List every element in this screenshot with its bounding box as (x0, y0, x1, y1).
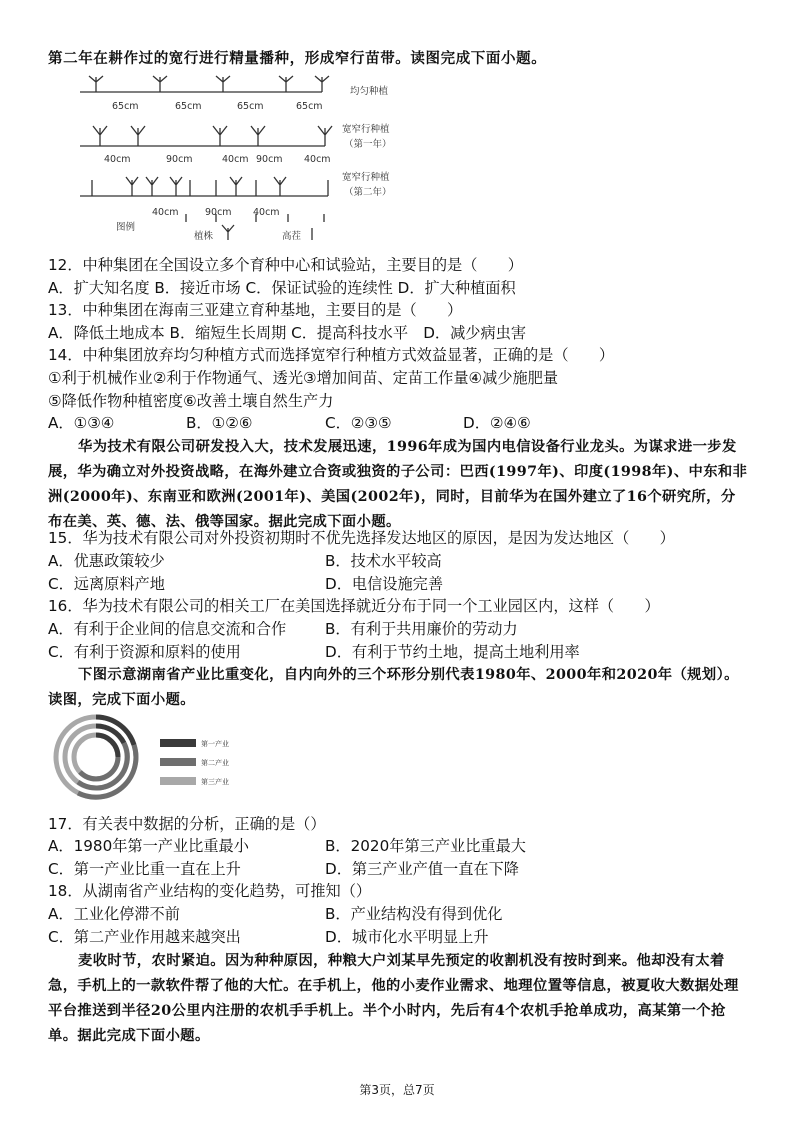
q13-question: 13．中种集团在海南三亚建立育种基地，主要目的是（ ） (48, 301, 463, 319)
legend-swatch-secondary (160, 758, 196, 766)
q18-option-a: A．工业化停滞不前 (48, 905, 180, 923)
legend-swatch-primary (160, 739, 196, 747)
legend-title: 图例 (116, 222, 136, 233)
page-footer: 第3页，总7页 (359, 1083, 435, 1097)
year1-spacing-4: 90cm (256, 154, 283, 165)
q17-option-a: A．1980年第一产业比重最小 (48, 837, 249, 855)
q14-question: 14．中种集团放弃均匀种植方式而选择宽窄行种植方式效益显著，正确的是（ ） (48, 346, 615, 364)
q15-option-d: D．电信设施完善 (325, 575, 444, 593)
q14-option-b: B．①②⑥ (186, 414, 253, 432)
q17-question: 17．有关表中数据的分析，正确的是（） (48, 815, 326, 833)
year1-spacing-2: 90cm (166, 154, 193, 165)
uniform-spacing-1: 65cm (112, 101, 139, 112)
legend-plant-label: 植株 (194, 231, 214, 242)
uniform-spacing-3: 65cm (237, 101, 264, 112)
legend-secondary-label: 第二产业 (201, 759, 229, 767)
wide-narrow-label-year1: 宽窄行种植 (342, 124, 390, 135)
q14-option-d: D．②④⑥ (463, 414, 531, 432)
q17-option-d: D．第三产业产值一直在下降 (325, 860, 519, 878)
year1-spacing-1: 40cm (104, 154, 131, 165)
year1-spacing-5: 40cm (304, 154, 331, 165)
q12-options: A．扩大知名度 B．接近市场 C．保证试验的连续性 D．扩大种植面积 (48, 279, 516, 297)
q15-option-a: A．优惠政策较少 (48, 552, 165, 570)
q12-question: 12．中种集团在全国设立多个育种中心和试验站，主要目的是（ ） (48, 256, 523, 274)
harvest-passage: 麦收时节，农时紧迫。因为种种原因，种粮大户刘某早先预定的收割机没有按时到来。他却没有太着急，手机上的一款软件帮了他的大忙。在手机上，他的小麦作业需求、地理位置等信息，被夏收大数据处理平台推送到半径20公里内注册的农机手手机上。半个小时内，先后有4个农机手抢单成功，高某第一个抢单。据此完成下面小题。 (48, 953, 739, 1044)
q14-statements-1: ①利于机械作业②利于作物通气、透光③增加间苗、定苗工作量④减少施肥量 (48, 369, 559, 387)
legend-swatch-tertiary (160, 777, 196, 785)
year2-plants-and-stubble (92, 177, 328, 196)
q17-option-c: C．第一产业比重一直在上升 (48, 860, 241, 878)
q16-option-a: A．有利于企业间的信息交流和合作 (48, 620, 287, 638)
legend-primary-label: 第一产业 (201, 740, 229, 748)
q17-option-b: B．2020年第三产业比重最大 (325, 837, 526, 855)
q15-question: 15．华为技术有限公司对外投资初期时不优先选择发达地区的原因，是因为发达地区（ ） (48, 529, 675, 547)
q13-options: A．降低土地成本 B．缩短生长周期 C．提高科技水平 D．减少病虫害 (48, 324, 527, 342)
legend-tertiary-label: 第三产业 (201, 778, 229, 786)
year2-spacing-1: 40cm (152, 207, 179, 218)
q15-option-c: C．远离原料产地 (48, 575, 165, 593)
uniform-spacing-2: 65cm (175, 101, 202, 112)
q16-option-b: B．有利于共用廉价的劳动力 (325, 620, 518, 638)
uniform-plants (89, 76, 329, 92)
q14-option-c: C．②③⑤ (325, 414, 392, 432)
q16-option-d: D．有利于节约土地，提高土地利用率 (325, 643, 580, 661)
q18-question: 18．从湖南省产业结构的变化趋势，可推知（） (48, 882, 372, 900)
intro-text: 第二年在耕作过的宽行进行精量播种，形成窄行苗带。读图完成下面小题。 (48, 50, 547, 67)
q14-statements-2: ⑤降低作物种植密度⑥改善土壤自然生产力 (48, 392, 334, 410)
hunan-industry-ring-figure (48, 712, 288, 804)
q16-option-c: C．有利于资源和原料的使用 (48, 643, 241, 661)
q14-option-a: A．①③④ (48, 414, 115, 432)
year2-spacing-2: 90cm (205, 207, 232, 218)
legend-stubble-label: 高茬 (282, 231, 302, 242)
hunan-passage: 下图示意湖南省产业比重变化，自内向外的三个环形分别代表1980年、2000年和2020年（规划）。读图，完成下面小题。 (48, 667, 739, 708)
uniform-planting-label: 均匀种植 (350, 86, 389, 97)
year1-spacing-3: 40cm (222, 154, 249, 165)
uniform-spacing-4: 65cm (296, 101, 323, 112)
planting-pattern-figure (60, 72, 420, 244)
huawei-passage: 华为技术有限公司研发投入大，技术发展迅速，1996年成为国内电信设备行业龙头。为谋求进一步发展，华为确立对外投资战略，在海外建立合资或独资的子公司：巴西(1997年)、印度(1998年)、中东和非洲(2000年)、东南亚和欧洲(2001年)、美国(2002年)，同时，目前华为在国外建立了16个研究所，分布在美、英、德、法、俄等国家。据此完成下面小题。 (48, 439, 748, 530)
year1-label: （第一年） (344, 139, 392, 150)
q18-option-b: B．产业结构没有得到优化 (325, 905, 503, 923)
year2-label: （第二年） (344, 187, 392, 198)
wide-narrow-label-year2: 宽窄行种植 (342, 172, 390, 183)
year2-spacing-3: 40cm (253, 207, 280, 218)
q18-option-d: D．城市化水平明显上升 (325, 928, 489, 946)
q16-question: 16．华为技术有限公司的相关工厂在美国选择就近分布于同一个工业园区内，这样（ ） (48, 597, 660, 615)
q15-option-b: B．技术水平较高 (325, 552, 442, 570)
q18-option-c: C．第二产业作用越来越突出 (48, 928, 241, 946)
year1-plants (93, 126, 332, 146)
